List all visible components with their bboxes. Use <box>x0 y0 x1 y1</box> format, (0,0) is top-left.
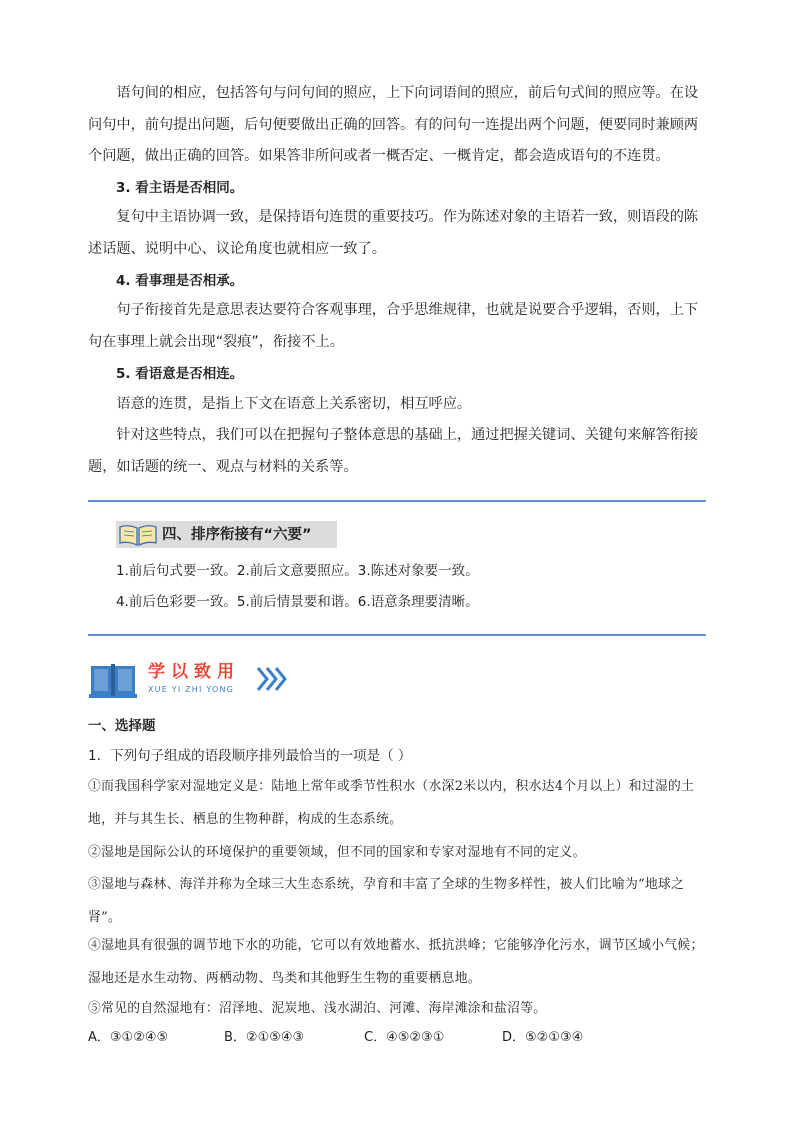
paragraph-subject-same: 复句中主语协调一致，是保持语句连贯的重要技巧。作为陈述对象的主语若一致，则语段的陈述话题、说明中心、议论角度也就相应一致了。 <box>88 209 699 257</box>
heading-subject-same: 3. 看主语是否相同。 <box>116 180 244 196</box>
paragraph-meaning-connected: 语意的连贯，是指上下文在语意上关系密切，相互呼应。 <box>116 396 472 412</box>
answer-choices <box>88 1027 708 1049</box>
rules-line-2: 4.前后色彩要一致。5.前后情景要和谐。6.语意条理要清晰。 <box>116 594 479 610</box>
paragraph-summary: 针对这些特点，我们可以在把握句子整体意思的基础上，通过把握关键词、关键句来解答衔接题，如话题的统一、观点与材料的关系等。 <box>88 427 699 475</box>
divider-top <box>88 500 706 502</box>
chevron-right-icon <box>255 664 287 694</box>
rules-line-1: 1.前后句式要一致。2.前后文意要照应。3.陈述对象要一致。 <box>116 563 479 579</box>
section-header-six-rules <box>116 521 337 548</box>
question-type-heading: 一、选择题 <box>88 718 156 734</box>
paragraph-sentence-response: 语句间的相应，包括答句与问句间的照应，上下向词语间的照应，前后句式间的照应等。在设问句中，前句提出问题，后句便要做出正确的回答。有的问句一连提出两个问题，便要同时兼顾两个问题，做出正确的回答。如果答非所问或者一概否定、一概肯定，都会造成语句的不连贯。 <box>88 85 699 164</box>
choice-d[interactable]: D．⑤②①③④ <box>502 1030 584 1045</box>
apply-subtitle: XUE YI ZHI YONG <box>148 685 235 694</box>
open-book-icon <box>118 523 158 547</box>
option-sentence-4: ④湿地具有很强的调节地下水的功能，它可以有效地蓄水、抵抗洪峰；它能够净化污水，调节区域小气候；湿地还是水生动物、两栖动物、鸟类和其他野生生物的重要栖息地。 <box>88 938 704 986</box>
section-title: 四、排序衔接有“六要” <box>162 527 312 543</box>
option-sentence-3: ③湿地与森林、海洋并称为全球三大生态系统，孕育和丰富了全球的生物多样性，被人们比喻为“地球之肾”。 <box>88 877 685 925</box>
apply-title: 学以致用 <box>148 662 240 682</box>
heading-logic-continuity: 4. 看事理是否相承。 <box>116 273 244 289</box>
book-stack-icon <box>89 662 137 700</box>
choice-b[interactable]: B．②①⑤④③ <box>224 1030 305 1045</box>
heading-meaning-connected: 5. 看语意是否相连。 <box>116 366 244 382</box>
divider-bottom <box>88 634 706 636</box>
option-sentence-1: ①而我国科学家对湿地定义是：陆地上常年或季节性积水（水深2米以内，积水达4个月以上）和过湿的土地，并与其生长、栖息的生物种群，构成的生态系统。 <box>88 779 695 827</box>
choice-c[interactable]: C．④⑤②③① <box>364 1030 445 1045</box>
paragraph-logic-continuity: 句子衔接首先是意思表达要符合客观事理，合乎思维规律，也就是说要合乎逻辑，否则，上下句在事理上就会出现“裂痕”，衔接不上。 <box>88 302 699 350</box>
option-sentence-5: ⑤常见的自然湿地有：沼泽地、泥炭地、浅水湖泊、河滩、海岸滩涂和盐沼等。 <box>88 1001 547 1016</box>
question-stem: 1．下列句子组成的语段顺序排列最恰当的一项是（ ） <box>88 748 412 764</box>
choice-a[interactable]: A．③①②④⑤ <box>88 1030 169 1045</box>
option-sentence-2: ②湿地是国际公认的环境保护的重要领域，但不同的国家和专家对湿地有不同的定义。 <box>88 845 586 860</box>
